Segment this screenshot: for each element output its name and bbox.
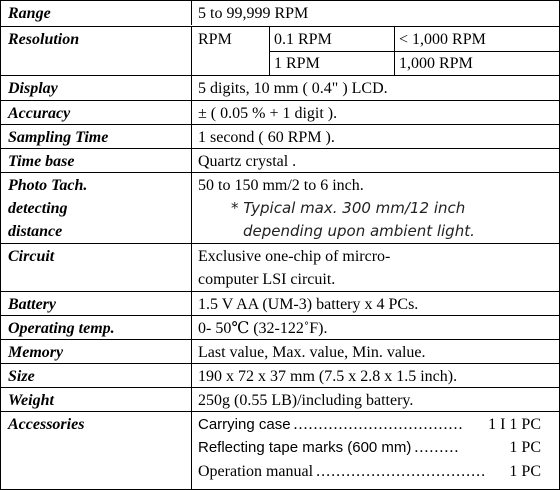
column-divider [191,173,192,244]
accessory-quantity: 1 PC [509,439,541,456]
resolution-coarse-condition: 1,000 RPM [399,55,473,72]
resolution-fine-condition: < 1,000 RPM [399,31,486,48]
row-size [1,363,559,388]
label-photo-tach: Photo Tach. [8,177,88,194]
row-accuracy [1,100,559,125]
resolution-fine: 0.1 RPM [274,31,332,48]
row-battery [1,291,559,316]
value-circuit: Exclusive one-chip of mircro- [198,248,391,265]
label-photo-tach: detecting [8,200,68,217]
label-circuit: Circuit [8,248,55,265]
row-operating-temp [1,315,559,340]
value-memory: Last value, Max. value, Min. value. [198,344,426,361]
label-display: Display [8,80,58,97]
row-memory [1,339,559,364]
column-divider [191,340,192,364]
column-divider [191,27,192,75]
value-operating-temp: 0- 50℃ (32-122˚F). [198,320,328,337]
value-size: 190 x 72 x 37 mm (7.5 x 2.8 x 1.5 inch). [198,368,458,385]
resolution-coarse: 1 RPM [274,55,320,72]
row-weight [1,387,559,412]
row-time-base [1,148,559,173]
label-battery: Battery [8,296,56,313]
column-divider [191,364,192,388]
label-operating-temp: Operating temp. [8,320,115,337]
column-divider [191,292,192,316]
value-weight: 250g (0.55 LB)/including battery. [198,392,414,409]
accessory-quantity: 1 I 1 PC [488,416,541,433]
row-range [1,1,559,25]
row-circuit [1,243,559,291]
accessory-item [198,436,541,459]
label-weight: Weight [8,392,54,409]
column-divider [191,149,192,173]
value-range: 5 to 99,999 RPM [198,5,309,22]
accessory-name: Reflecting tape marks (600 mm) [198,439,412,456]
label-time-base: Time base [8,153,75,170]
value-sampling-time: 1 second ( 60 RPM ). [198,129,335,146]
label-memory: Memory [8,344,64,361]
label-sampling-time: Sampling Time [8,129,109,146]
accessory-name: Operation manual [198,463,314,480]
column-divider [191,125,192,149]
accessory-name: Carrying case [198,416,291,433]
label-accessories: Accessories [8,416,85,433]
row-resolution [1,26,559,75]
column-divider [191,412,192,490]
value-resolution-unit: RPM [198,31,232,48]
label-range: Range [8,5,51,22]
label-photo-tach: distance [8,223,63,240]
value-display: 5 digits, 10 mm ( 0.4" ) LCD. [198,80,388,97]
row-display [1,75,559,100]
column-divider [191,101,192,125]
column-divider [191,316,192,340]
accessory-quantity: 1 PC [509,463,541,480]
accessory-item [198,413,541,436]
leader-dots: .................................. [316,463,487,480]
accessory-item [198,460,541,483]
note-photo-tach: depending upon ambient light. [243,222,475,240]
row-accessories [1,411,559,490]
label-size: Size [8,368,35,385]
leader-dots: .................................. [293,416,464,433]
row-photo-tach [1,172,559,244]
column-divider [191,388,192,412]
value-photo-tach: 50 to 150 mm/2 to 6 inch. [198,177,364,194]
leader-dots: ......... [414,439,460,456]
label-resolution: Resolution [8,31,80,48]
label-accuracy: Accuracy [8,105,71,122]
value-battery: 1.5 V AA (UM-3) battery x 4 PCs. [198,296,419,313]
value-time-base: Quartz crystal . [198,153,297,170]
value-circuit: computer LSI circuit. [198,271,336,288]
column-divider [191,76,192,100]
note-photo-tach: * Typical max. 300 mm/12 inch [231,199,466,217]
column-divider [191,244,192,291]
row-sampling-time [1,124,559,149]
value-accuracy: ± ( 0.05 % + 1 digit ). [198,105,338,122]
column-divider [191,1,192,25]
